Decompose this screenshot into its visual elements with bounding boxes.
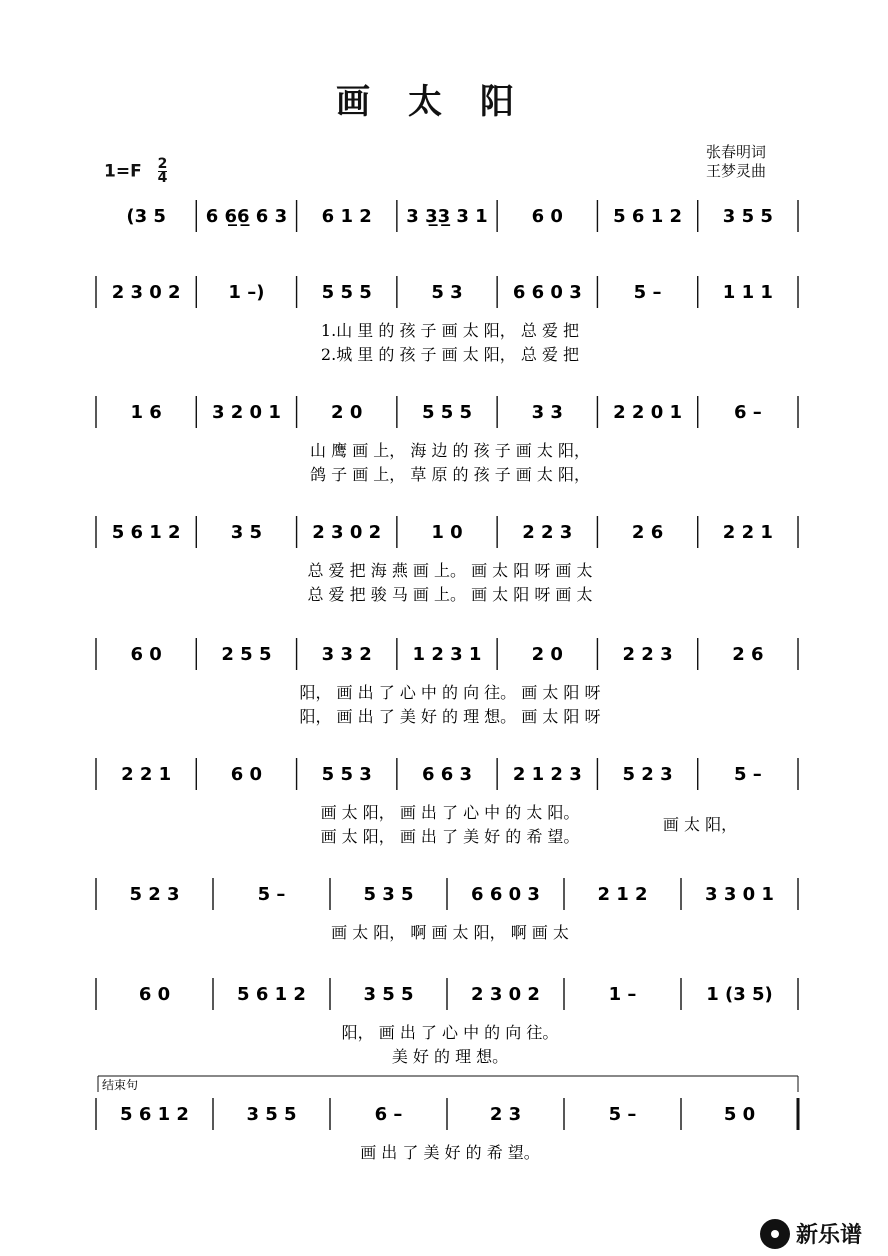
measure: 3 5: [230, 522, 263, 543]
measure: 2 2 1: [121, 764, 172, 785]
composer: 王梦灵曲: [706, 162, 767, 180]
measure: 2 2 3: [622, 644, 673, 665]
measure: 5 3 5: [363, 884, 414, 905]
brand-name: 新乐谱: [796, 1223, 863, 1248]
measure: 3 2 0 1: [211, 402, 281, 423]
measure: 5 6 1 2: [120, 1104, 189, 1125]
lyrics-verse-2: 美 好 的 理 想。: [391, 1047, 509, 1066]
lyrics-verse-1: 山 鹰 画 上， 海 边 的 孩 子 画 太 阳，: [310, 441, 590, 460]
measure: 3 5 5: [722, 206, 773, 227]
lyrics-verse-2: 阳， 画 出 了 美 好 的 理 想。 画 太 阳 呀: [299, 707, 601, 726]
score-system: [96, 276, 798, 364]
measure: 2 3 0 2: [312, 522, 382, 543]
measure: 3 5 5: [246, 1104, 297, 1125]
measure: 3 3 0 1: [705, 884, 774, 905]
measure: (3 5: [126, 206, 166, 227]
measure: 5 –: [633, 282, 662, 303]
measure: 6 –: [733, 402, 762, 423]
score-system: [96, 758, 798, 846]
score-system: [96, 978, 798, 1066]
lyrics-verse-2: 鸽 子 画 上， 草 原 的 孩 子 画 太 阳，: [310, 465, 590, 484]
lyrics-verse-1: 阳， 画 出 了 心 中 的 向 往。: [341, 1023, 559, 1042]
measure: 3 3: [531, 402, 563, 423]
measure: 3 3 2: [321, 644, 372, 665]
measure: 2 2 0 1: [613, 402, 683, 423]
measure: 6 6̲6̲ 6 3: [205, 206, 288, 227]
measure: 1 1 1: [722, 282, 773, 303]
measure: 5 –: [733, 764, 762, 785]
measure: 6 6 0 3: [471, 884, 540, 905]
measure: 1 –): [228, 282, 265, 303]
measure: 6 1 2: [321, 206, 372, 227]
measure: 3 3̲3̲ 3 1: [406, 206, 488, 227]
measure: 6 0: [130, 644, 162, 665]
measure: 1 (3 5): [706, 984, 773, 1005]
measure: 2 2 1: [722, 522, 773, 543]
measure: 6 0: [138, 984, 171, 1005]
measure: 2 1 2 3: [512, 764, 582, 785]
key-signature: 1=F: [104, 161, 142, 182]
measure: 2 6: [631, 522, 664, 543]
measure: 2 2 3: [522, 522, 573, 543]
measure: 6 6 3: [421, 764, 473, 785]
measure: 6 0: [531, 206, 563, 227]
score-system: [96, 516, 798, 604]
measure: 5 6 1 2: [111, 522, 181, 543]
measure: 5 5 3: [321, 764, 372, 785]
lyrics-verse-1: 阳， 画 出 了 心 中 的 向 往。 画 太 阳 呀: [299, 683, 601, 702]
measure: 2 5 5: [221, 644, 272, 665]
measure: 5 6 1 2: [237, 984, 306, 1005]
time-signature-numerator: 2: [157, 156, 168, 172]
score-system: [96, 638, 798, 726]
page-title: 画太阳: [336, 82, 552, 122]
measure: 2 3 0 2: [471, 984, 540, 1005]
lyrics-verse-2: 画 太 阳， 画 出 了 美 好 的 希 望。: [320, 827, 580, 846]
lyrics-side: 画 太 阳，: [662, 815, 738, 834]
measure: 5 2 3: [622, 764, 673, 785]
measure: 2 0: [531, 644, 563, 665]
lyrics-verse-1: 画 出 了 美 好 的 希 望。: [360, 1143, 540, 1162]
coda-label: 结束句: [102, 1078, 139, 1092]
time-signature-denominator: 4: [157, 170, 168, 186]
measure: 1 6: [130, 402, 162, 423]
measure: 2 3: [489, 1104, 522, 1125]
score-system: [96, 396, 798, 484]
score-system: [126, 200, 798, 232]
measure: 2 6: [732, 644, 764, 665]
score-system: [96, 878, 798, 942]
coda-bracket: [98, 1076, 798, 1092]
lyrics-verse-2: 总 爱 把 骏 马 画 上。 画 太 阳 呀 画 太: [307, 585, 593, 604]
measure: 6 6 0 3: [512, 282, 582, 303]
measure: 5 –: [608, 1104, 637, 1125]
measure: 5 2 3: [129, 884, 180, 905]
measure: 5 –: [257, 884, 286, 905]
measure: 1 2 3 1: [412, 644, 482, 665]
measure: 2 1 2: [597, 884, 648, 905]
measure: 6 –: [374, 1104, 403, 1125]
measure: 5 0: [723, 1104, 756, 1125]
lyrics-verse-1: 1.山 里 的 孩 子 画 太 阳， 总 爱 把: [320, 321, 580, 340]
lyrics-verse-1: 画 太 阳， 画 出 了 心 中 的 太 阳。: [320, 803, 580, 822]
lyrics-verse-2: 2.城 里 的 孩 子 画 太 阳， 总 爱 把: [320, 345, 580, 364]
measure: 5 5 5: [321, 282, 372, 303]
measure: 1 –: [608, 984, 637, 1005]
measure: 5 6 1 2: [613, 206, 683, 227]
measure: 5 5 5: [421, 402, 473, 423]
lyricist: 张春明词: [706, 143, 767, 161]
lyrics-verse-1: 总 爱 把 海 燕 画 上。 画 太 阳 呀 画 太: [307, 561, 593, 580]
score-system: [96, 1098, 798, 1162]
measure: 5 3: [431, 282, 463, 303]
measure: 2 0: [331, 402, 363, 423]
measure: 3 5 5: [363, 984, 414, 1005]
measure: 1 0: [431, 522, 463, 543]
measure: 2 3 0 2: [111, 282, 181, 303]
vinyl-record-icon: [760, 1219, 790, 1249]
lyrics-verse-1: 画 太 阳， 啊 画 太 阳， 啊 画 太: [331, 923, 569, 942]
brand-logo: [760, 1218, 862, 1249]
measure: 6 0: [230, 764, 263, 785]
